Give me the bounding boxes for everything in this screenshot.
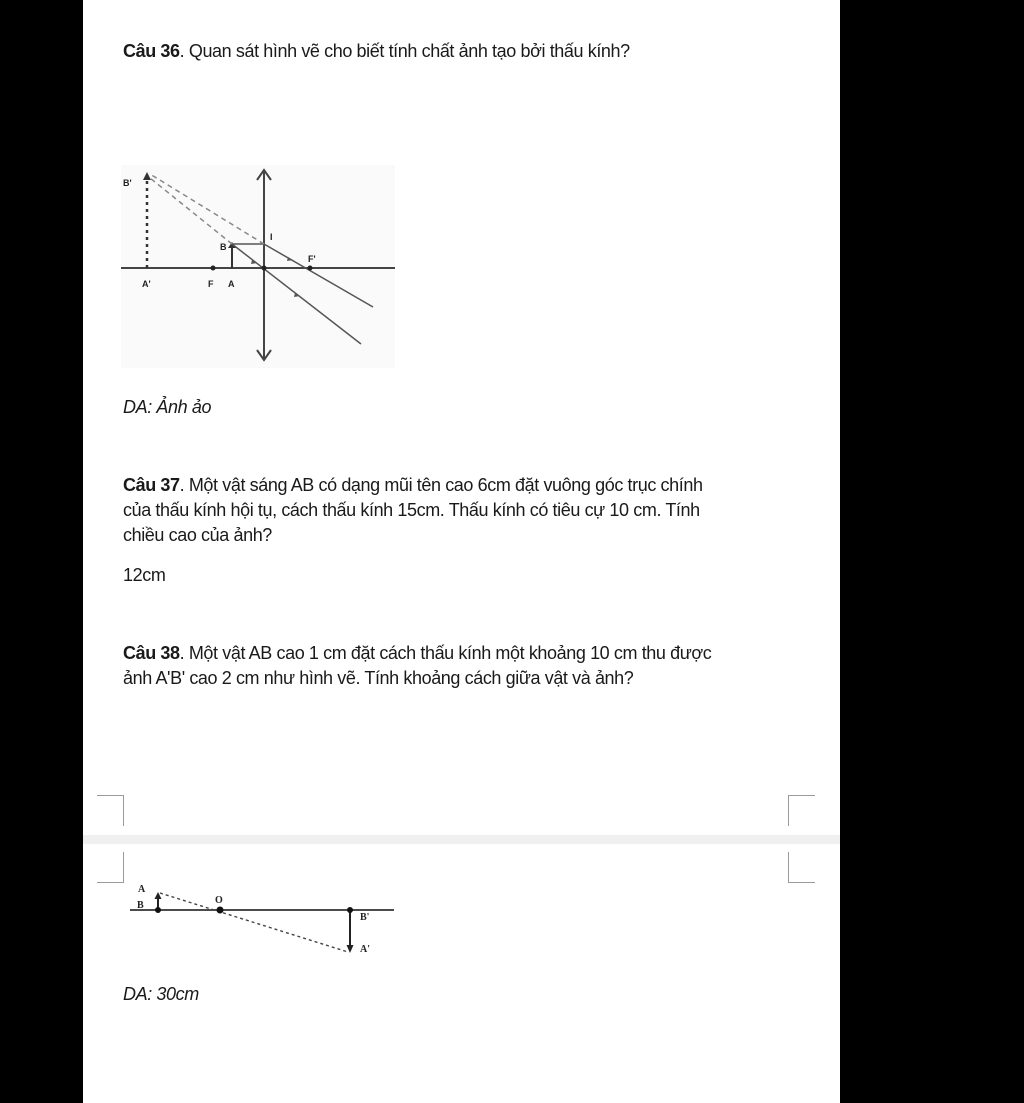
question-38-answer: DA: 30cm [123,984,199,1004]
question-36-line-1: . Quan sát hình vẽ cho biết tính chất ảnh tạo bởi thấu kính? [179,41,630,61]
point-b [155,907,161,913]
question-36-text [123,38,630,64]
point-b-prime [347,907,353,913]
question-37-line-2: của thấu kính hội tụ, cách thấu kính 15cm. Thấu kính có tiêu cự 10 cm. Tính [123,500,700,520]
question-37-answer: 12cm [123,565,166,585]
question-37-line-3: chiều cao của ảnh? [123,525,272,545]
label-f-prime: F' [308,254,316,264]
image-arrowhead [347,945,354,953]
label-b-prime: B' [360,912,370,923]
crop-mark-bottom-left [97,795,124,826]
question-37-number: Câu 37 [123,475,180,495]
question-38-number: Câu 38 [123,643,180,663]
label-a-prime: A' [142,279,151,289]
label-o: O [215,895,223,906]
crop-mark-top-right [788,852,815,883]
figure-convex-lens-virtual-image [121,162,401,372]
question-36-answer: DA: Ảnh ảo [123,397,212,417]
label-f: F [208,279,214,289]
point-f-prime [308,266,313,271]
crop-mark-bottom-right [788,795,815,826]
label-a: A [228,279,235,289]
page-separator [83,835,840,844]
question-38-text-1: . Một vật AB cao 1 cm đặt cách thấu kính một khoảng 10 cm thu được [179,643,712,663]
question-38-line-2: ảnh A'B' cao 2 cm như hình vẽ. Tính khoảng cách giữa vật và ảnh? [123,668,634,688]
point-o [217,907,224,914]
point-f [211,266,216,271]
figure-lens-real-image [120,876,400,966]
point-o [262,266,267,271]
label-b-prime: B' [123,178,132,188]
ray-through-center [160,893,348,952]
label-b: B [220,242,227,252]
document-page [83,0,840,1103]
label-i: I [270,232,273,242]
label-b: B [137,900,144,911]
question-36-number: Câu 36 [123,41,180,61]
question-38-line-1 [123,640,711,666]
label-a: A [138,884,146,895]
question-37-text-1: . Một vật sáng AB có dạng mũi tên cao 6cm đặt vuông góc trục chính [179,475,703,495]
label-a-prime: A' [360,944,370,955]
question-37-line-1 [123,472,703,498]
